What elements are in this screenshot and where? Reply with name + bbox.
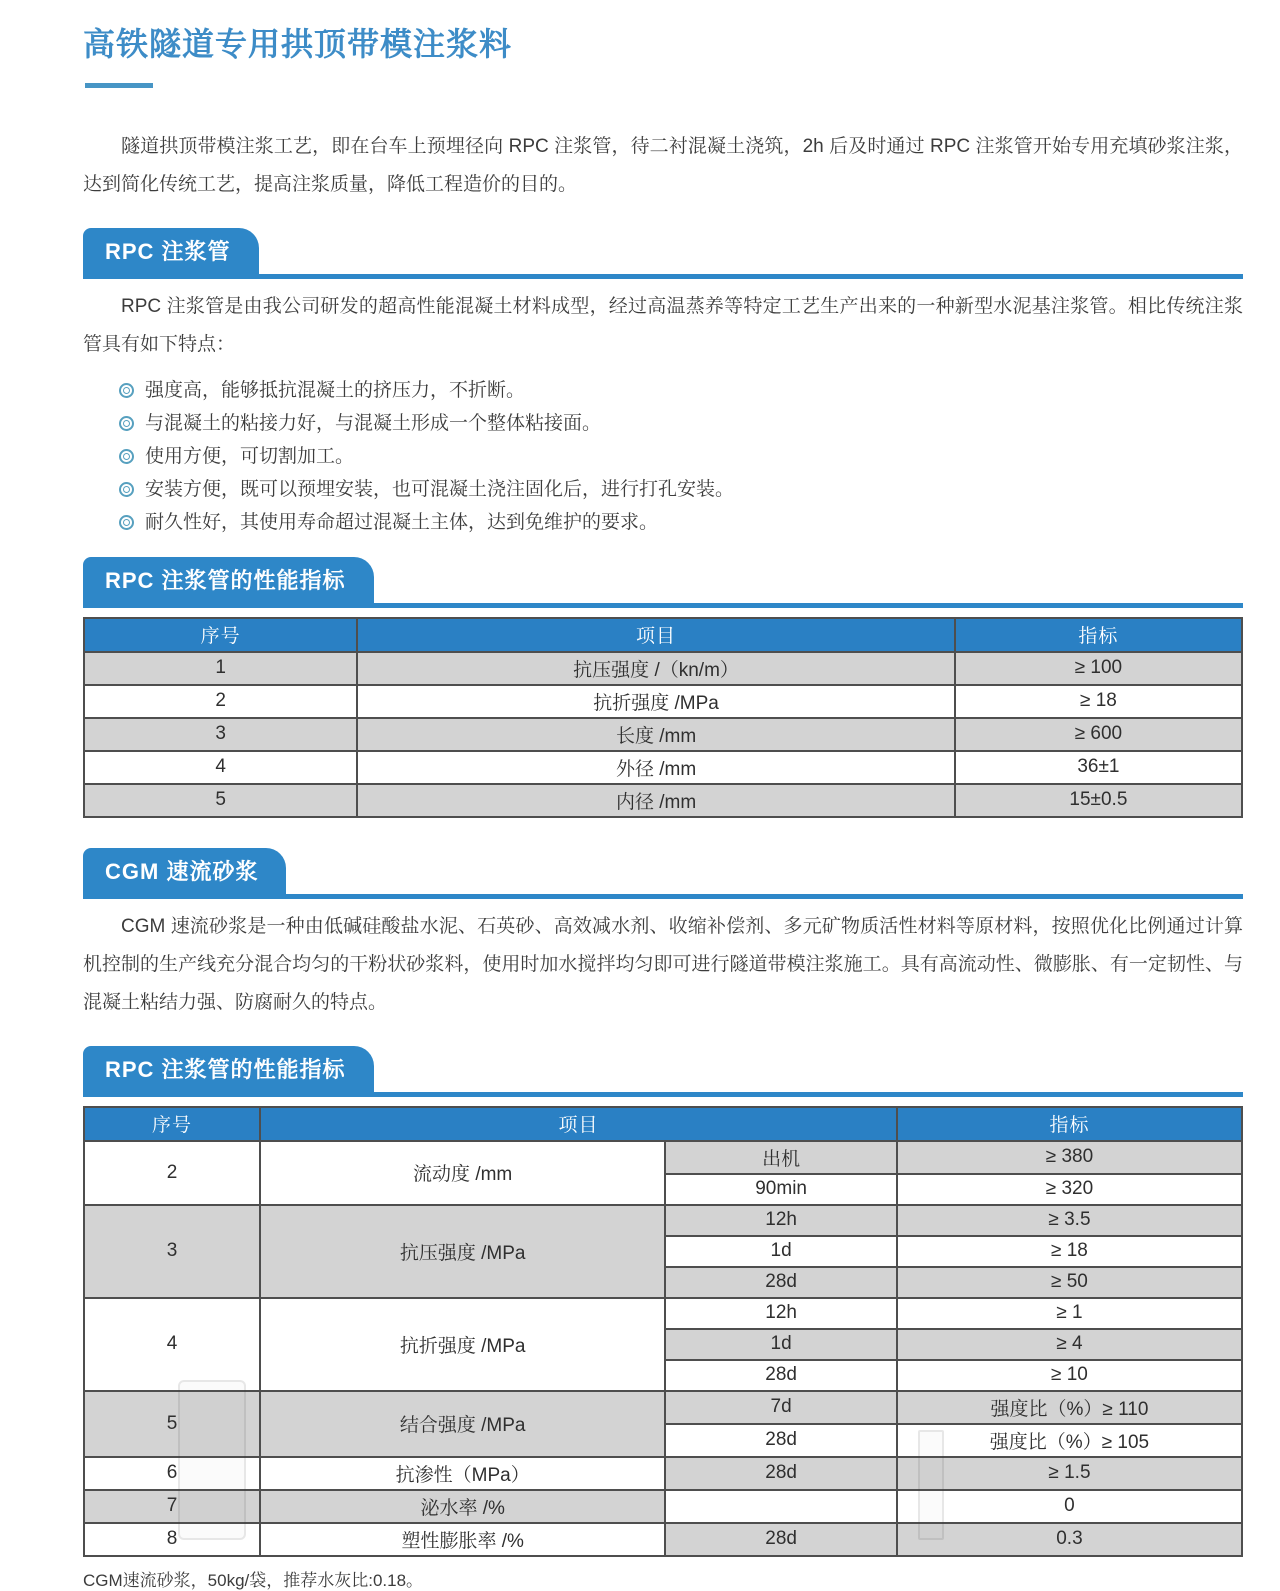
cell-spec: ≥ 3.5 xyxy=(897,1205,1242,1236)
cell-spec: 强度比（%）≥ 105 xyxy=(897,1424,1242,1457)
cell-condition: 1d xyxy=(665,1329,897,1360)
cell-condition: 12h xyxy=(665,1205,897,1236)
cell-condition: 1d xyxy=(665,1236,897,1267)
section-tab-cgm-performance: RPC 注浆管的性能指标 xyxy=(83,1046,374,1092)
cell-condition: 90min xyxy=(665,1174,897,1205)
table-row xyxy=(84,1457,1242,1490)
cell-spec: 15±0.5 xyxy=(955,784,1242,817)
bullseye-bullet-icon xyxy=(119,449,134,464)
table-row xyxy=(84,685,1242,718)
cell-row-number: 3 xyxy=(84,1205,260,1298)
cell-condition: 28d xyxy=(665,1424,897,1457)
cell-row-number: 4 xyxy=(84,751,357,784)
column-header-no: 序号 xyxy=(84,1107,260,1141)
cell-row-number: 5 xyxy=(84,784,357,817)
section-header-rpc-performance xyxy=(83,557,1243,608)
table-row xyxy=(84,718,1242,751)
column-header-spec: 指标 xyxy=(955,618,1242,652)
column-header-item: 项目 xyxy=(260,1107,897,1141)
cell-spec: 0 xyxy=(897,1490,1242,1523)
table-row xyxy=(84,751,1242,784)
cell-row-number: 6 xyxy=(84,1457,260,1490)
cell-spec: ≥ 50 xyxy=(897,1267,1242,1298)
table-row xyxy=(84,1391,1242,1424)
cell-spec: 36±1 xyxy=(955,751,1242,784)
cell-row-number: 3 xyxy=(84,718,357,751)
cell-item: 泌水率 /% xyxy=(260,1490,665,1523)
column-header-item: 项目 xyxy=(357,618,955,652)
cell-item: 外径 /mm xyxy=(357,751,955,784)
feature-list-item xyxy=(119,473,1243,506)
section-header-cgm xyxy=(83,848,1243,899)
cell-condition: 出机 xyxy=(665,1141,897,1174)
feature-list-item xyxy=(119,440,1243,473)
section-tab-cgm: CGM 速流砂浆 xyxy=(83,848,286,894)
feature-text: 安装方便，既可以预埋安装，也可混凝土浇注固化后，进行打孔安装。 xyxy=(145,478,735,500)
cell-item: 流动度 /mm xyxy=(260,1141,665,1205)
cell-condition: 28d xyxy=(665,1523,897,1556)
cell-item: 结合强度 /MPa xyxy=(260,1391,665,1457)
cell-spec: ≥ 4 xyxy=(897,1329,1242,1360)
section-tab-rpc-pipe: RPC 注浆管 xyxy=(83,228,259,274)
table-header-row xyxy=(84,1107,1242,1141)
table-row xyxy=(84,1141,1242,1174)
column-header-no: 序号 xyxy=(84,618,357,652)
cell-row-number: 2 xyxy=(84,1141,260,1205)
cgm-paragraph: CGM 速流砂浆是一种由低碱硅酸盐水泥、石英砂、高效减水剂、收缩补偿剂、多元矿物质活性材料等原材料，按照优化比例通过计算机控制的生产线充分混合均匀的干粉状砂浆料，使用时加水搅拌均匀即可进行隧道带模注浆施工。具有高流动性、微膨胀、有一定韧性、与混凝土粘结力强、防腐耐久的特点。 xyxy=(83,915,1243,1013)
cell-row-number: 2 xyxy=(84,685,357,718)
feature-text: 强度高，能够抵抗混凝土的挤压力，不折断。 xyxy=(145,379,526,401)
table-row xyxy=(84,784,1242,817)
cell-condition xyxy=(665,1490,897,1523)
feature-list-item xyxy=(119,374,1243,407)
table-row xyxy=(84,652,1242,685)
bullseye-bullet-icon xyxy=(119,515,134,530)
feature-text: 耐久性好，其使用寿命超过混凝土主体，达到免维护的要求。 xyxy=(145,511,659,533)
column-header-spec: 指标 xyxy=(897,1107,1242,1141)
feature-list-item xyxy=(119,407,1243,440)
cell-spec: ≥ 18 xyxy=(897,1236,1242,1267)
cell-spec: ≥ 320 xyxy=(897,1174,1242,1205)
section-tab-rpc-performance: RPC 注浆管的性能指标 xyxy=(83,557,374,603)
cell-spec: ≥ 380 xyxy=(897,1141,1242,1174)
bullseye-bullet-icon xyxy=(119,482,134,497)
feature-text: 使用方便，可切割加工。 xyxy=(145,445,355,467)
cgm-performance-table xyxy=(83,1106,1243,1557)
section-header-rpc-pipe xyxy=(83,228,1243,279)
cell-spec: ≥ 600 xyxy=(955,718,1242,751)
cell-item: 长度 /mm xyxy=(357,718,955,751)
rpc-feature-list xyxy=(83,374,1243,539)
table-row xyxy=(84,1523,1242,1556)
footnote: CGM速流砂浆，50kg/袋，推荐水灰比:0.18。 xyxy=(83,1570,424,1590)
table-header-row xyxy=(84,618,1242,652)
feature-text: 与混凝土的粘接力好，与混凝土形成一个整体粘接面。 xyxy=(145,412,602,434)
cell-spec: ≥ 18 xyxy=(955,685,1242,718)
cell-row-number: 1 xyxy=(84,652,357,685)
bullseye-bullet-icon xyxy=(119,416,134,431)
cell-row-number: 5 xyxy=(84,1391,260,1457)
cell-condition: 28d xyxy=(665,1267,897,1298)
cell-spec: ≥ 100 xyxy=(955,652,1242,685)
cell-row-number: 7 xyxy=(84,1490,260,1523)
table-row xyxy=(84,1490,1242,1523)
section-header-cgm-performance xyxy=(83,1046,1243,1097)
title-underline xyxy=(85,83,153,88)
cell-spec: ≥ 1.5 xyxy=(897,1457,1242,1490)
cell-item: 抗折强度 /MPa xyxy=(260,1298,665,1391)
cell-item: 抗压强度 /（kn/m） xyxy=(357,652,955,685)
rpc-pipe-paragraph: RPC 注浆管是由我公司研发的超高性能混凝土材料成型，经过高温蒸养等特定工艺生产出来的一种新型水泥基注浆管。相比传统注浆管具有如下特点： xyxy=(83,295,1243,355)
cell-item: 塑性膨胀率 /% xyxy=(260,1523,665,1556)
rpc-performance-table xyxy=(83,617,1243,818)
page-title: 高铁隧道专用拱顶带模注浆料 xyxy=(83,26,513,62)
cell-row-number: 8 xyxy=(84,1523,260,1556)
table-row xyxy=(84,1205,1242,1236)
cell-spec: 0.3 xyxy=(897,1523,1242,1556)
table-row xyxy=(84,1298,1242,1329)
cell-spec: ≥ 10 xyxy=(897,1360,1242,1391)
cell-item: 内径 /mm xyxy=(357,784,955,817)
cell-item: 抗折强度 /MPa xyxy=(357,685,955,718)
cell-row-number: 4 xyxy=(84,1298,260,1391)
cell-spec: ≥ 1 xyxy=(897,1298,1242,1329)
cell-item: 抗压强度 /MPa xyxy=(260,1205,665,1298)
cell-condition: 28d xyxy=(665,1457,897,1490)
cell-item: 抗渗性（MPa） xyxy=(260,1457,665,1490)
cell-condition: 7d xyxy=(665,1391,897,1424)
cell-spec: 强度比（%）≥ 110 xyxy=(897,1391,1242,1424)
intro-paragraph: 隧道拱顶带模注浆工艺，即在台车上预埋径向 RPC 注浆管，待二衬混凝土浇筑，2h 后及时通过 RPC 注浆管开始专用充填砂浆注浆，达到简化传统工艺，提高注浆质量，降低工程造价的目的。 xyxy=(83,135,1243,195)
bullseye-bullet-icon xyxy=(119,383,134,398)
cell-condition: 12h xyxy=(665,1298,897,1329)
feature-list-item xyxy=(119,506,1243,539)
cell-condition: 28d xyxy=(665,1360,897,1391)
